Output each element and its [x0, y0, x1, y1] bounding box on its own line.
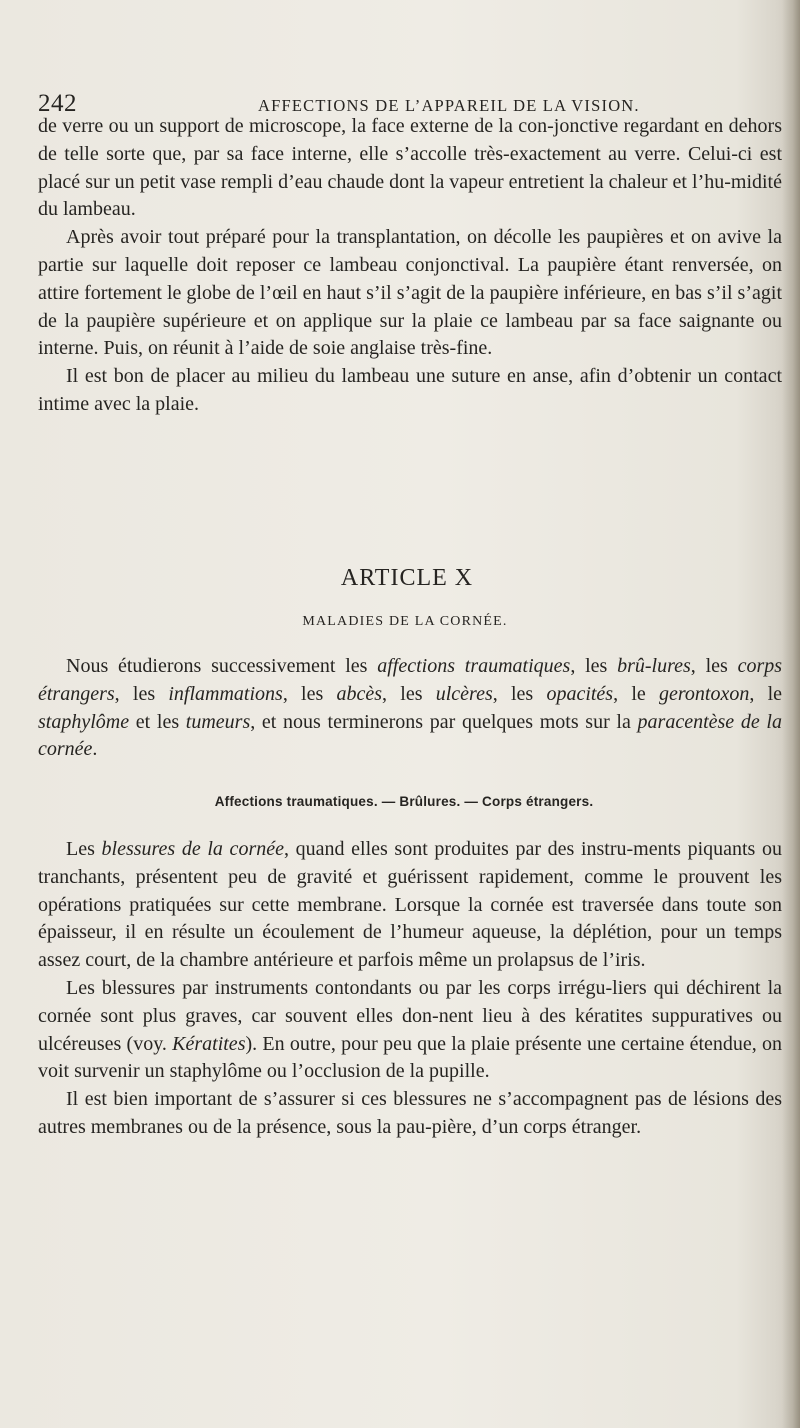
italic-term: ulcères — [435, 682, 493, 705]
italic-term: gerontoxon — [659, 682, 750, 705]
italic-term: blessures de la cornée — [101, 838, 284, 860]
text-run: , le — [613, 682, 659, 705]
text-run: , les — [282, 682, 337, 705]
article-heading-text: ARTICLE X — [340, 565, 474, 591]
text-run: , les — [382, 682, 436, 705]
paragraph: Il est bien important de s’assurer si ces blessures ne s’accompagnent pas de lésions des autres membranes ou de la présence, sous la pau-pière, d’un corps étranger. — [38, 1088, 782, 1138]
running-head-title: AFFECTIONS DE L’APPAREIL DE LA VISION. — [258, 96, 640, 115]
text-run: , et nous terminerons par quelques mots sur la — [250, 710, 638, 733]
text-block-blessures — [38, 836, 782, 1142]
text-run: ). En outre, pour peu que la plaie présente une certaine étendue, on voit survenir un staphylôme ou l’occlusion de la pupille. — [38, 1032, 782, 1083]
paragraph — [38, 975, 782, 1086]
italic-term: corps étrangers — [38, 655, 783, 705]
text-run: , quand elles sont produites par des instru-ments piquants ou tranchants, présentent peu de gravité et guérissent rapidement, comme le prouvent les opérations pratiquées sur cette membrane. Lorsque la cornée est traversée dans toute son épaisseur, il en résulte un écoulement de l’humeur aqueuse, la déplétion, pour un temps assez court, de la chambre antérieure et parfois même un prolapsus de l’iris. — [38, 838, 782, 972]
text-run: . — [92, 738, 98, 761]
text-run: , les — [690, 655, 738, 677]
text-run: Les blessures par instruments contondants ou par les corps irrégu-liers qui déchirent la cornée sont plus graves, car souvent elles don-nent lieu à des kératites suppuratives ou ulcéreuses (voy. — [38, 976, 782, 1055]
italic-term: brû-lures — [617, 655, 691, 677]
page-edge-shadow — [782, 0, 800, 1428]
text-run: Les — [66, 838, 102, 860]
italic-term: abcès — [336, 682, 383, 705]
italic-term: affections traumatiques — [377, 655, 571, 677]
text-block-transplantation — [38, 113, 782, 419]
section-subheading-text: Affections traumatiques. — Brûlures. — Corps étrangers. — [214, 794, 594, 809]
italic-term: inflammations — [168, 682, 283, 705]
text-run: et les — [129, 710, 186, 733]
italic-term: staphylôme — [38, 710, 130, 733]
text-run: , les — [492, 682, 547, 705]
chapter-heading-text: MALADIES DE LA CORNÉE. — [302, 614, 508, 629]
chapter-heading — [0, 614, 800, 630]
paragraph: de verre ou un support de microscope, la face externe de la con-jonctive regardant en dehors de telle sorte que, par sa face interne, elle s’accolle très-exactement au verre. Celui-ci est placé sur un petit vase rempli d’eau chaude dont la vapeur entretient la chaleur et l’hu-midité du lambeau. — [38, 115, 782, 221]
text-block-intro — [38, 653, 782, 764]
text-run: , les — [570, 655, 618, 677]
paragraph: Il est bon de placer au milieu du lambeau une suture en anse, afin d’obtenir un contact intime avec la plaie. — [38, 365, 782, 415]
italic-term: opacités — [546, 682, 614, 705]
italic-term: tumeurs — [185, 710, 251, 733]
article-heading — [0, 565, 800, 592]
paragraph — [38, 653, 782, 764]
paragraph — [38, 836, 782, 975]
text-run: , le — [749, 682, 783, 705]
italic-term: paracentèse de la cornée — [38, 710, 782, 761]
italic-term: Kératites — [172, 1032, 246, 1055]
section-subheading — [0, 794, 800, 809]
text-run: , les — [114, 682, 169, 705]
page-number: 242 — [38, 90, 77, 117]
text-run: Nous étudierons successivement les — [66, 655, 378, 677]
paragraph: Après avoir tout préparé pour la transplantation, on décolle les paupières et on avive la partie sur laquelle doit reposer ce lambeau conjonctival. La paupière étant renversée, on attire fortement le globe de l’œil en haut s’il s’agit de la paupière inférieure, en bas s’il s’agit de la paupière supérieure et on applique sur la plaie ce lambeau par sa face saignante ou interne. Puis, on réunit à l’aide de soie anglaise très-fine. — [38, 226, 782, 360]
